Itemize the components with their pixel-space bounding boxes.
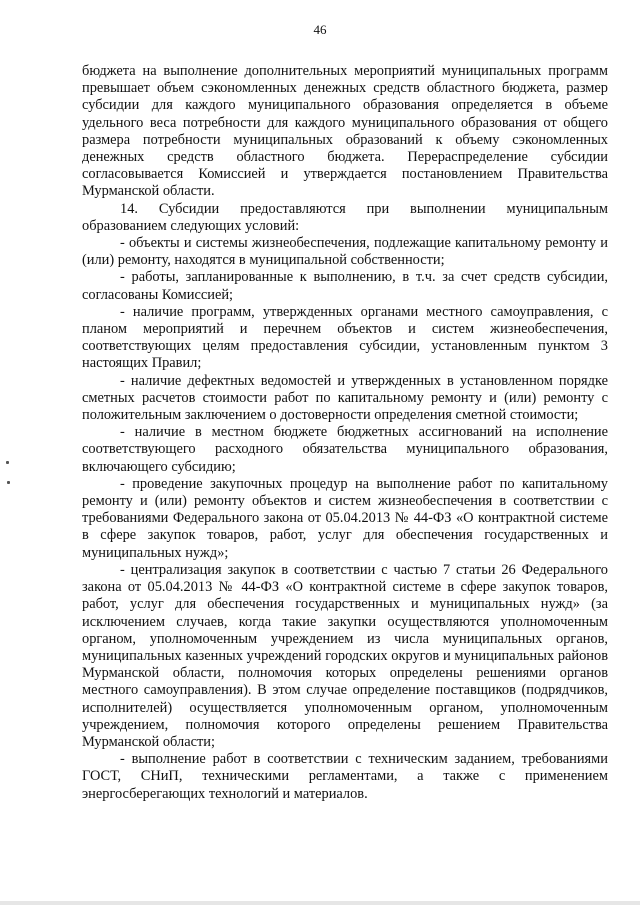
condition-municipal-ownership: - объекты и системы жизнеобеспечения, подлежащие капитальному ремонту и (или) ремонту, находятся в муниципальной собственности;	[82, 235, 608, 269]
condition-works-agreed: - работы, запланированные к выполнению, в т.ч. за счет средств субсидии, согласованы Комиссией;	[82, 269, 608, 303]
page-number: 46	[313, 22, 327, 37]
document-body	[82, 63, 608, 803]
margin-speck	[7, 481, 10, 484]
condition-technical-requirements: - выполнение работ в соответствии с техническим заданием, требованиями ГОСТ, СНиП, техническими регламентами, а также с применением энергосберегающих технологий и материалов.	[82, 751, 608, 802]
paragraph-subsidy-distribution: бюджета на выполнение дополнительных мероприятий муниципальных программ превышает объем сэкономленных денежных средств областного бюджета, размер субсидии для каждого муниципального образования определяется в объеме удельного веса потребности для каждого муниципального образования от общего размера потребности муниципальных образований к объему сэкономленных денежных средств областного бюджета. Перераспределение субсидии согласовывается Комиссией и утверждается постановлением Правительства Мурманской области.	[82, 63, 608, 200]
condition-programs-approved: - наличие программ, утвержденных органами местного самоуправления, с планом мероприятий и перечнем объектов и систем жизнеобеспечения, соответствующих целям предоставления субсидии, установленным пунктом 3 настоящих Правил;	[82, 303, 608, 372]
page-bottom-edge	[0, 901, 640, 905]
condition-procurement-procedures: - проведение закупочных процедур на выполнение работ по капитальному ремонту и (или) ремонту объектов и систем жизнеобеспечения в соответствии с требованиями Федерального закона от 05.04.2013 № 44-ФЗ «О контрактной системе в сфере закупок товаров, работ, услуг для обеспечения государственных и муниципальных нужд»;	[82, 475, 608, 561]
condition-defect-statements: - наличие дефектных ведомостей и утвержденных в установленном порядке сметных расчетов стоимости работ по капитальному ремонту и (или) ремонту с положительным заключением о достоверности определения сметной стоимости;	[82, 372, 608, 424]
paragraph-clause-14: 14. Субсидии предоставляются при выполнении муниципальным образованием следующих условий:	[82, 200, 608, 234]
margin-speck	[6, 461, 9, 464]
condition-budget-allocations: - наличие в местном бюджете бюджетных ассигнований на исполнение соответствующего расходного обязательства муниципального образования, включающего субсидию;	[82, 424, 608, 475]
condition-centralized-procurement: - централизация закупок в соответствии с частью 7 статьи 26 Федерального закона от 05.04.2013 № 44-ФЗ «О контрактной системе в сфере закупок товаров, работ, услуг для обеспечения государственных и муниципальных нужд» (за исключением случаев, когда такие закупки осуществляются уполномоченным органом, уполномоченным учреждением из числа муниципальных органов, муниципальных казенных учреждений городских округов и муниципальных районов Мурманской области, полномочия которых определены решениями органов местного самоуправления). В этом случае определение поставщиков (подрядчиков, исполнителей) осуществляется уполномоченным органом, уполномоченным учреждением, полномочия которого определены решением Правительства Мурманской области;	[82, 561, 608, 750]
